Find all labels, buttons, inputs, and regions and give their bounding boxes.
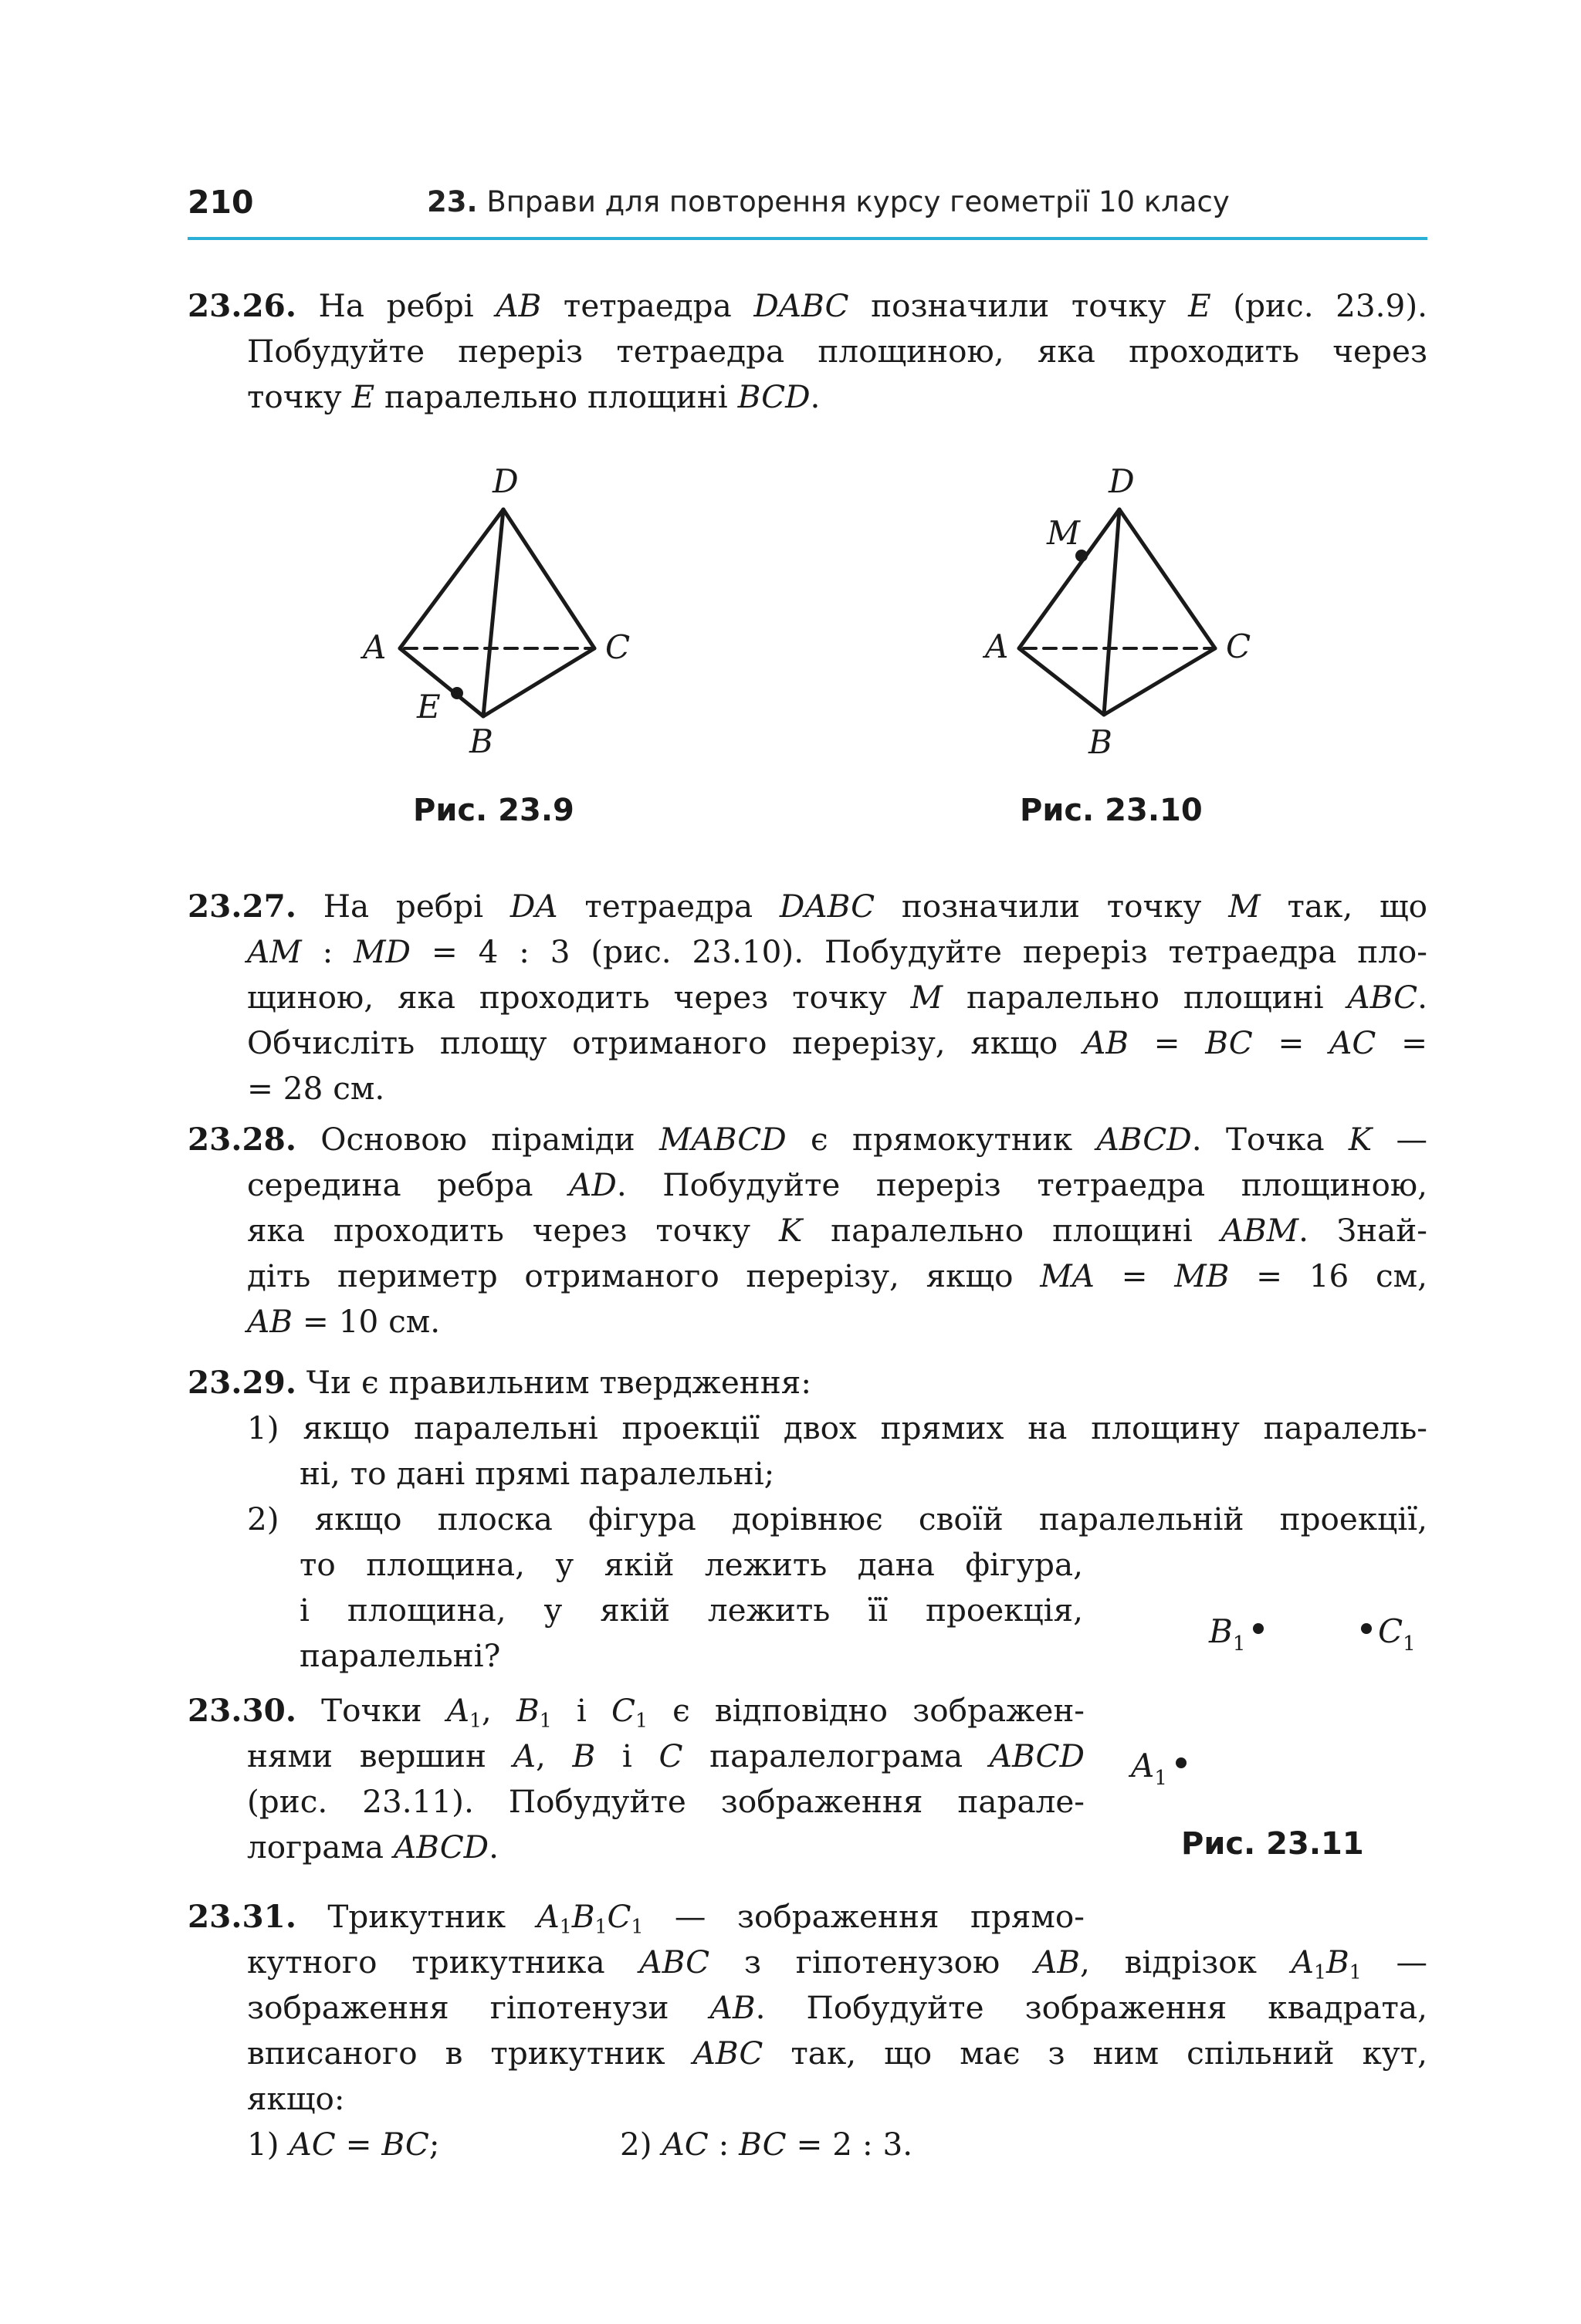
exercise-23-30 xyxy=(188,1688,1085,1870)
figure-caption-23-10: Рис. 23.10 xyxy=(1020,793,1203,828)
ex-line: AM : MD = 4 : 3 (рис. 23.10). Побудуйте переріз тетраедра пло- xyxy=(247,933,1427,970)
ex-line: 23.29. Чи є правильним твердження: xyxy=(188,1364,811,1401)
section-title: Вправи для повторення курсу геометрії 10 класу xyxy=(486,185,1230,218)
ex-line: (рис. 23.11). Побудуйте зображення парале- xyxy=(247,1783,1085,1820)
exercise-23-26 xyxy=(188,283,1427,420)
edge-db xyxy=(483,509,503,716)
section-number: 23. xyxy=(427,185,478,218)
ex-line: 23.30. Точки $A_1$, $B_1$ і $C_1$ є відповідно зображен- xyxy=(188,1692,1085,1732)
exercise-number: 23.28. xyxy=(188,1121,296,1158)
ex-line: і площина, у якій лежить її проекція, xyxy=(300,1592,1083,1629)
label-m: M xyxy=(1047,514,1081,552)
edge-dc xyxy=(1119,509,1215,648)
exercise-number: 23.26. xyxy=(188,287,296,324)
ex-line: = 28 см. xyxy=(247,1070,385,1107)
label-e: E xyxy=(417,688,441,726)
label-a: A xyxy=(363,628,387,666)
ex-line: то площина, у якій лежить дана фігура, xyxy=(300,1546,1083,1583)
edge-bc xyxy=(1104,648,1215,715)
ex-line: щиною, яка проходить через точку M паралельно площині ABC. xyxy=(247,979,1427,1016)
label-b1: $B_1$ xyxy=(1209,1612,1246,1656)
ex-line: середина ребра AD. Побудуйте переріз тетраедра площиною, xyxy=(247,1166,1427,1203)
ex-line: нями вершин A, B і C паралелограма ABCD xyxy=(247,1737,1085,1774)
figure-23-10 xyxy=(957,455,1281,780)
ex-line: 2) якщо плоска фігура дорівнює своїй паралельній проекції, xyxy=(247,1500,1427,1537)
exercise-number: 23.29. xyxy=(188,1364,296,1401)
ex-line: яка проходить через точку K паралельно площині ABM. Знай- xyxy=(247,1212,1427,1249)
ex-line: 23.27. На ребрі DA тетраедра DABC позначили точку M так, що xyxy=(188,888,1427,925)
ex-line: ні, то дані прямі паралельні; xyxy=(300,1455,775,1492)
exercise-23-28 xyxy=(188,1117,1427,1345)
ex-line: Обчисліть площу отриманого перерізу, якщо AB = BC = AC = xyxy=(247,1024,1427,1061)
figure-23-11 xyxy=(1112,1598,1436,1798)
page-header xyxy=(188,184,1427,238)
label-d: D xyxy=(1109,462,1135,500)
ex-line: лограма ABCD. xyxy=(247,1828,499,1866)
header-rule xyxy=(188,237,1427,240)
figure-caption-23-11: Рис. 23.11 xyxy=(1181,1826,1364,1862)
label-c: C xyxy=(1226,628,1251,665)
edge-ab xyxy=(400,648,483,716)
label-d: D xyxy=(493,462,519,500)
points-diagram xyxy=(1112,1598,1436,1798)
option-1: 1) AC = BC; xyxy=(247,2126,440,2163)
ex-line: AB = 10 см. xyxy=(247,1303,441,1340)
ex-line: діть периметр отриманого перерізу, якщо MA = MB = 16 см, xyxy=(247,1257,1428,1294)
edge-ab xyxy=(1019,648,1104,715)
label-c1: $C_1$ xyxy=(1378,1612,1416,1656)
edge-db xyxy=(1104,509,1119,715)
ex-line: вписаного в трикутник ABC так, що має з ним спільний кут, xyxy=(247,2035,1427,2072)
label-a1: $A_1$ xyxy=(1131,1747,1167,1790)
ex-line: кутного трикутника ABC з гіпотенузою AB, відрізок $A_1B_1$ — xyxy=(247,1943,1428,1984)
exercise-number: 23.27. xyxy=(188,888,296,925)
option-2: 2) AC : BC = 2 : 3. xyxy=(620,2126,913,2163)
label-b: B xyxy=(469,722,493,760)
exercise-23-27 xyxy=(188,884,1427,1111)
label-b: B xyxy=(1088,723,1112,761)
running-head xyxy=(427,185,1230,218)
point-c1 xyxy=(1361,1623,1372,1634)
tetrahedron-diagram xyxy=(340,455,664,780)
exercise-number: 23.31. xyxy=(188,1898,296,1935)
ex-line: Побудуйте переріз тетраедра площиною, яка проходить через xyxy=(247,333,1427,370)
edge-da xyxy=(400,509,503,648)
edge-bc xyxy=(483,648,594,716)
tetrahedron-diagram xyxy=(957,455,1281,780)
figure-23-9 xyxy=(340,455,664,780)
point-e xyxy=(451,687,463,699)
point-b1 xyxy=(1253,1623,1264,1634)
point-a1 xyxy=(1176,1757,1187,1768)
ex-line: 23.28. Основою піраміди MABCD є прямокутник ABCD. Точка K — xyxy=(188,1121,1427,1158)
ex-line xyxy=(188,2122,1427,2167)
figure-caption-23-9: Рис. 23.9 xyxy=(413,793,574,828)
label-a: A xyxy=(985,628,1009,665)
ex-line: 23.26. На ребрі AB тетраедра DABC позначили точку E (рис. 23.9). xyxy=(188,287,1427,324)
page-number: 210 xyxy=(188,184,254,221)
ex-line: точку E паралельно площині BCD. xyxy=(247,378,821,415)
edge-dc xyxy=(503,509,594,648)
ex-line: 1) якщо паралельні проекції двох прямих на площину паралель- xyxy=(247,1409,1427,1446)
ex-line: зображення гіпотенузи AB. Побудуйте зображення квадрата, xyxy=(247,1989,1427,2026)
ex-line: якщо: xyxy=(247,2080,345,2117)
ex-line: 23.31. Трикутник $A_1B_1C_1$ — зображення прямо- xyxy=(188,1898,1085,1938)
label-c: C xyxy=(605,628,631,666)
exercise-23-31 xyxy=(188,1894,1427,2167)
exercise-number: 23.30. xyxy=(188,1692,296,1729)
ex-line: паралельні? xyxy=(300,1637,501,1674)
